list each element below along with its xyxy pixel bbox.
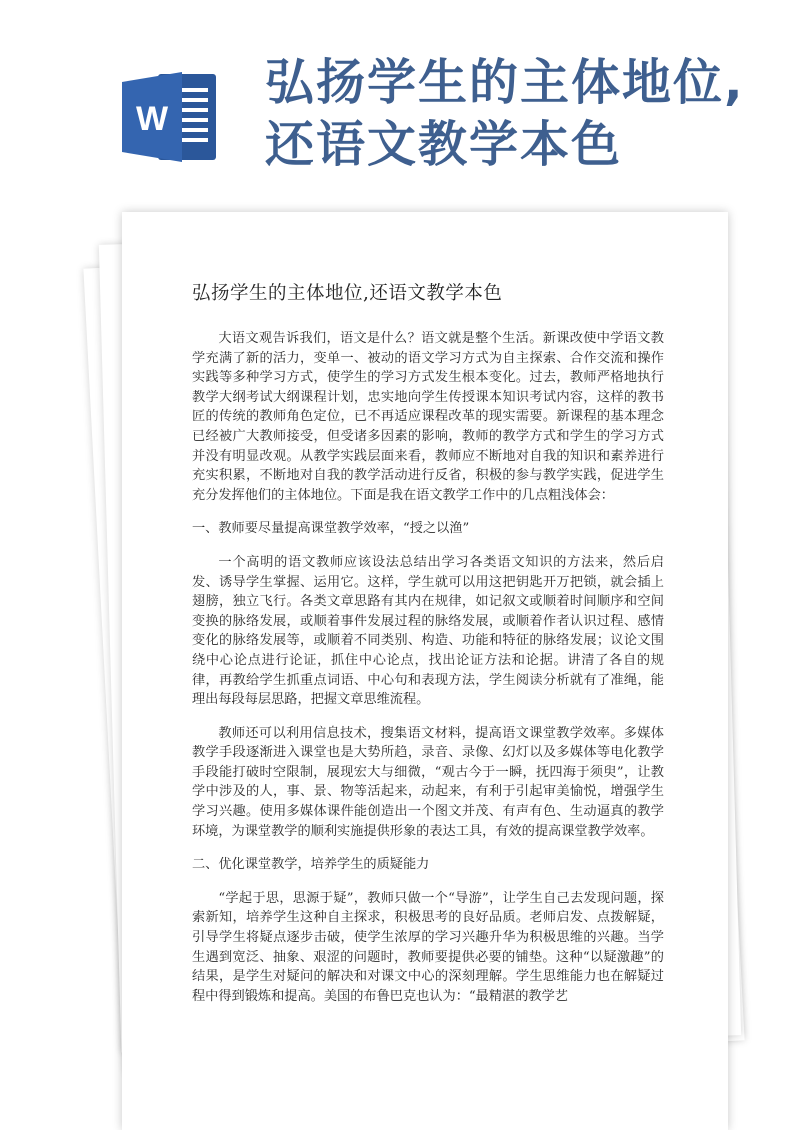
banner-title: 弘扬学生的主体地位,还语文教学本色 bbox=[265, 54, 745, 173]
paragraph: “学起于思，思源于疑”，教师只做一个“导游”，让学生自己去发现问题，探索新知，培养学生这种自主探求，积极思考的良好品质。老师启发、点拨解疑，引导学生将疑点逐步击破，使学生浓厚的学习兴趣升华为积极思维的兴趣。当学生遇到宽泛、抽象、艰涩的问题时，教师要提供必要的铺垫。这种“以疑激趣”的结果，是学生对疑问的解决和对课文中心的深刻理解。学生思维能力也在解疑过程中得到锻炼和提高。美国的布鲁巴克也认为：“最精湛的教学艺 bbox=[192, 890, 664, 1004]
paragraph: 一个高明的语文教师应该设法总结出学习各类语文知识的方法来，然后启发、诱导学生掌握、运用它。这样，学生就可以用这把钥匙开万把锁，就会插上翅膀，独立飞行。各类文章思路有其内在规律，如记叙文或顺着时间顺序和空间变换的脉络发展，或顺着事件发展过程的脉络发展，或顺着作者认识过程、感情变化的脉络发展等，或顺着不同类别、构造、功能和特征的脉络发展；议论文围绕中心论点进行论证，抓住中心论点，找出论证方法和论据。讲清了各自的规律，再教给学生抓重点词语、中心句和表现方法，学生阅读分析就有了准绳，能理出每段每层思路，把握文章思维流程。 bbox=[192, 554, 664, 708]
section-heading: 一、教师要尽量提高课堂教学效率，“授之以渔” bbox=[192, 521, 470, 537]
svg-text:W: W bbox=[135, 100, 169, 138]
document-page bbox=[122, 212, 728, 1130]
document-body bbox=[192, 329, 664, 1020]
document-title: 弘扬学生的主体地位,还语文教学本色 bbox=[192, 283, 503, 304]
section-heading: 二、优化课堂教学，培养学生的质疑能力 bbox=[192, 857, 430, 873]
header-banner bbox=[0, 0, 800, 190]
word-document-icon bbox=[120, 66, 220, 166]
paragraph: 教师还可以利用信息技术，搜集语文材料，提高语文课堂教学效率。多媒体教学手段逐渐进入课堂也是大势所趋，录音、录像、幻灯以及多媒体等电化教学手段能打破时空限制，展现宏大与细微，“观古今于一瞬，抚四海于须臾”，让教学中涉及的人，事、景、物等活起来，动起来，有利于引起审美愉悦，增强学生学习兴趣。使用多媒体课件能创造出一个图文并茂、有声有色、生动逼真的教学环境，为课堂教学的顺利实施提供形象的表达工具，有效的提高课堂教学效率。 bbox=[192, 725, 664, 839]
paragraph: 大语文观告诉我们，语文是什么？语文就是整个生活。新课改使中学语文教学充满了新的活力，变单一、被动的语文学习方式为自主探索、合作交流和操作实践等多种学习方式，使学生的学习方式发生根本变化。过去，教师严格地执行教学大纲考试大纲课程计划，忠实地向学生传授课本知识考试内容，这样的教书匠的传统的教师角色定位，已不再适应课程改革的现实需要。新课程的基本理念已经被广大教师接受，但受诸多因素的影响，教师的教学方式和学生的学习方式并没有明显改观。从教学实践层面来看，教师应不断地对自我的知识和素养进行充实积累，不断地对自我的教学活动进行反省，积极的参与教学实践，促进学生充分发挥他们的主体地位。下面是我在语文教学工作中的几点粗浅体会： bbox=[192, 331, 664, 503]
